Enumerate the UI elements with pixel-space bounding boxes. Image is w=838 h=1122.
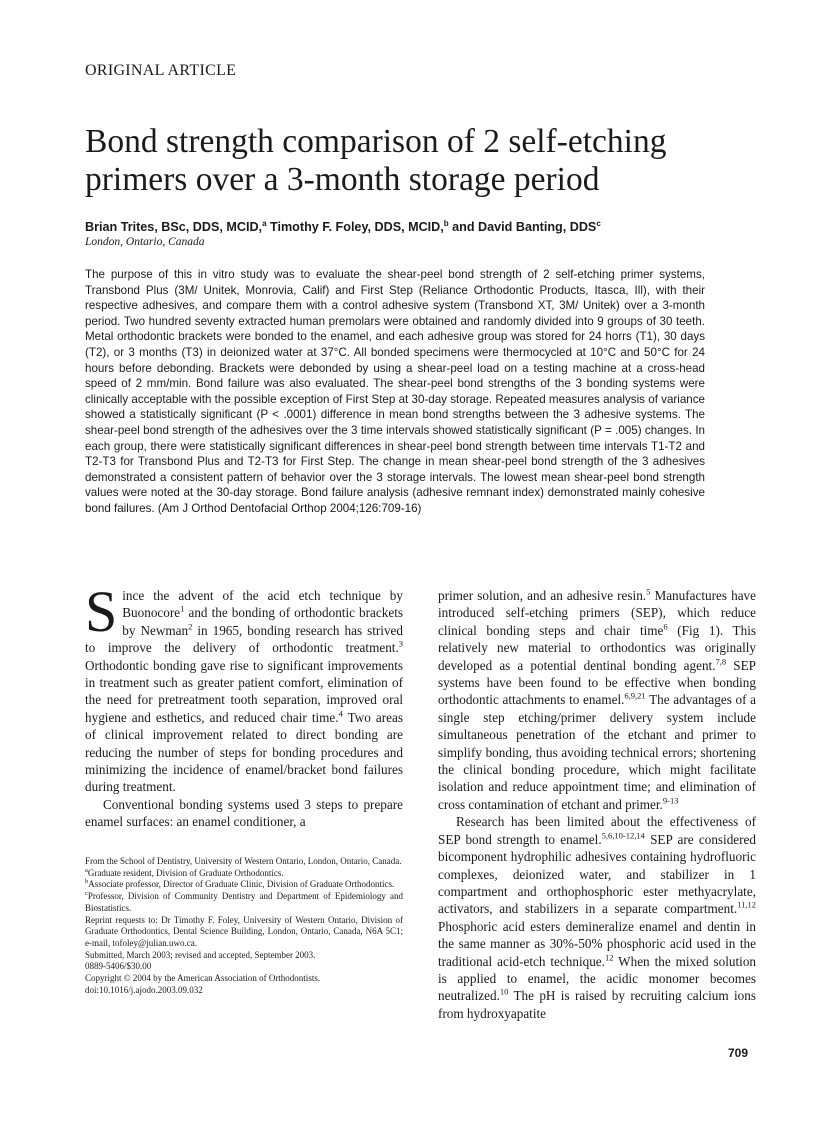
citation-mark: 12 [604, 952, 614, 963]
text-run: From the School of Dentistry, University of Western Ontario, London, Ontario, Canada. [85, 856, 402, 866]
text-run: Graduate resident, Division of Graduate Orthodontics. [87, 867, 284, 878]
footnote-item [85, 950, 403, 962]
text-run: doi:10.1016/j.ajodo.2003.09.032 [85, 984, 203, 995]
paragraph-text [85, 579, 403, 795]
author-name: Brian Trites, BSc, DDS, MCID, [85, 220, 263, 235]
citation-mark: 1 [180, 604, 185, 615]
author-name: and David Banting, DDS [448, 220, 597, 235]
text-run: Manufactures have introduced self-etching primers (SEP), which reduce clinical bonding steps and chair time [438, 588, 756, 638]
text-run: Professor, Division of Community Dentistry and Department of Epidemiology and Biostatistics. [85, 891, 403, 913]
affiliation-mark: c [596, 219, 601, 228]
text-run: Orthodontic bonding gave rise to significant improvements in treatment such as greater patient comfort, elimination of the need for pretreatment tooth separation, improved oral hygiene and esthetics, and reduced chair time. [85, 657, 403, 725]
section-label: ORIGINAL ARTICLE [85, 62, 237, 79]
abstract: The purpose of this in vitro study was to evaluate the shear-peel bond strength of 2 self-etching primer systems, Transbond Plus (3M/ Unitek, Monrovia, Calif) and First Step (Reliance Orthodontic Products, Itasca, Ill), with their respective adhesives, and compare them with a control adhesive system (Transbond XT, 3M/ Unitek) over a 3-month period. Two hundred seventy extracted human premolars were obtained and randomly divided into 9 groups of 30 teeth. Metal orthodontic brackets were bonded to the enamel, and each adhesive group was stored for 24 horrs (T1), 30 days (T2), or 3 months (T3) in deionized water at 37°C. All bonded specimens were thermocycled at 10°C and 50°C for 24 hours before debonding. Brackets were debonded by using a shear-peel load on a testing machine at a cross-head speed of 2 mm/min. Bond failure was also evaluated. The shear-peel bond strengths of the 3 bonding systems were clinically acceptable with the possible exception of First Step at 30-day storage. Repeated measures analysis of variance showed a statistically significant (P < .0001) difference in mean bond strengths between the 3 adhesive systems. The shear-peel bond strength of the adhesives over the 3 time intervals showed statistically significant (P = .005) changes. In each group, there were statistically significant differences in shear-peel bond strength between time intervals T1-T2 and T2-T3 for Transbond Plus and T2-T3 for First Step. The change in mean shear-peel bond strength of the 3 adhesives demonstrated a consistent pattern of behavior over the 3 storage intervals. The lowest mean shear-peel bond strength values were noted at the 30-day storage. Bond failure analysis (adhesive remnant index) demonstrated mainly cohesive bond failures. (Am J Orthod Dentofacial Orthop 2004;126:709-16) [85, 268, 705, 515]
citation-mark: a [85, 866, 88, 874]
body-paragraph [85, 796, 403, 831]
text-run: The advantages of a single step etching/primer delivery system include simultaneous penetration of the etchant and primer to simplify bonding, thus avoiding technical errors; shortening the clinical bonding procedure, which might facilitate isolation and reduce appointment time; and elimination of cross contamination of etchant and primer. [438, 692, 756, 812]
text-run: in 1965, bonding research has strived to improve the delivery of orthodontic treatment. [85, 622, 403, 656]
citation-mark: 3 [398, 638, 403, 649]
text-run: Submitted, March 2003; revised and accepted, September 2003. [85, 949, 316, 960]
footnote-item [85, 973, 403, 985]
text-run: 0889-5406/$30.00 [85, 961, 152, 972]
affiliation-mark: a [262, 219, 267, 228]
text-run: Two areas of clinical improvement related to direct bonding are reducing the number of steps for bonding procedures and minimizing the incidence of enamel/bracket bond failures during treatment. [85, 709, 403, 795]
citation-mark: c [85, 890, 88, 898]
drop-cap: S [85, 579, 118, 644]
citation-mark: 6 [663, 621, 668, 632]
page-number: 709 [728, 1046, 749, 1060]
text-run: SEP are considered bicomponent hydrophilic adhesives containing hydrofluoric complexes, deionized water, and stabilizer in 1 compartment and orthophosphoric ester methyacrylate, activators, and stabilizers in a separate compartment. [438, 831, 756, 917]
citation-mark: 5,6,10-12,14 [601, 830, 645, 841]
affiliation-mark: b [443, 219, 449, 228]
body-paragraph [438, 813, 756, 1022]
footnote-item [85, 868, 403, 880]
footnotes [85, 856, 403, 996]
citation-mark: b [85, 878, 89, 886]
paragraph-text [85, 797, 403, 829]
citation-mark: 7,8 [715, 656, 727, 667]
citation-mark: 11,12 [737, 899, 756, 910]
paragraph-text [438, 814, 756, 1020]
text-run: When the mixed solution is applied to enamel, the acidic monomer becomes neutralized. [438, 953, 757, 1004]
text-run: Copyright © 2004 by the American Association of Orthodontists. [85, 973, 321, 984]
body-paragraph [438, 587, 756, 813]
author-location: London, Ontario, Canada [85, 236, 205, 248]
text-run: The pH is raised by recruiting calcium ions from hydroxyapatite [438, 988, 756, 1021]
article-title: Bond strength comparison of 2 self-etching primers over a 3-month storage period [85, 123, 667, 198]
text-run: ince the advent of the acid etch technique by Buonocore [122, 588, 403, 621]
footnote-item [85, 856, 403, 868]
text-run: SEP systems have been found to be effective when bonding orthodontic attachments to enamel. [438, 657, 756, 708]
text-run: and the bonding of orthodontic brackets by Newman [122, 605, 403, 638]
body-paragraph [85, 579, 403, 796]
text-run: Research has been limited about the effectiveness of SEP bond strength to enamel. [438, 814, 756, 847]
text-run: (Fig 1). This relatively new material to orthodontics was originally developed as a potential dentinal bonding agent. [438, 622, 756, 673]
citation-mark: 4 [338, 708, 343, 719]
author-list [85, 219, 601, 234]
citation-mark: 9-13 [662, 795, 679, 806]
author-name: Timothy F. Foley, DDS, MCID, [266, 220, 444, 235]
text-run: primer solution, and an adhesive resin. [438, 588, 647, 603]
citation-mark: 10 [499, 986, 509, 997]
paragraph-text [438, 588, 756, 812]
body-column-right [438, 587, 756, 1022]
citation-mark: 5 [646, 586, 651, 597]
footnote-item [85, 985, 403, 997]
text-run: Associate professor, Director of Graduate Clinic, Division of Graduate Orthodontics. [88, 879, 395, 890]
text-run: Conventional bonding systems used 3 steps to prepare enamel surfaces: an enamel conditioner, a [85, 796, 403, 830]
citation-mark: 6,9,21 [624, 691, 646, 702]
citation-mark: 2 [188, 621, 193, 632]
footnote-item [85, 915, 403, 950]
footnote-item [85, 891, 403, 914]
text-run: Reprint requests to: Dr Timothy F. Foley, University of Western Ontario, Division of Graduate Orthodontics, Dental Science Building, London, Ontario, Canada, N6A 5C1; e-mail, tofoley@julian.uwo.ca. [85, 914, 403, 948]
footnote-item [85, 961, 403, 973]
body-column-left [85, 579, 403, 831]
text-run: Phosphoric acid esters demineralize enamel and dentin in the same manner as 30%-50% phosphoric acid used in the traditional acid-etch technique. [438, 918, 756, 969]
footnote-item [85, 879, 403, 891]
